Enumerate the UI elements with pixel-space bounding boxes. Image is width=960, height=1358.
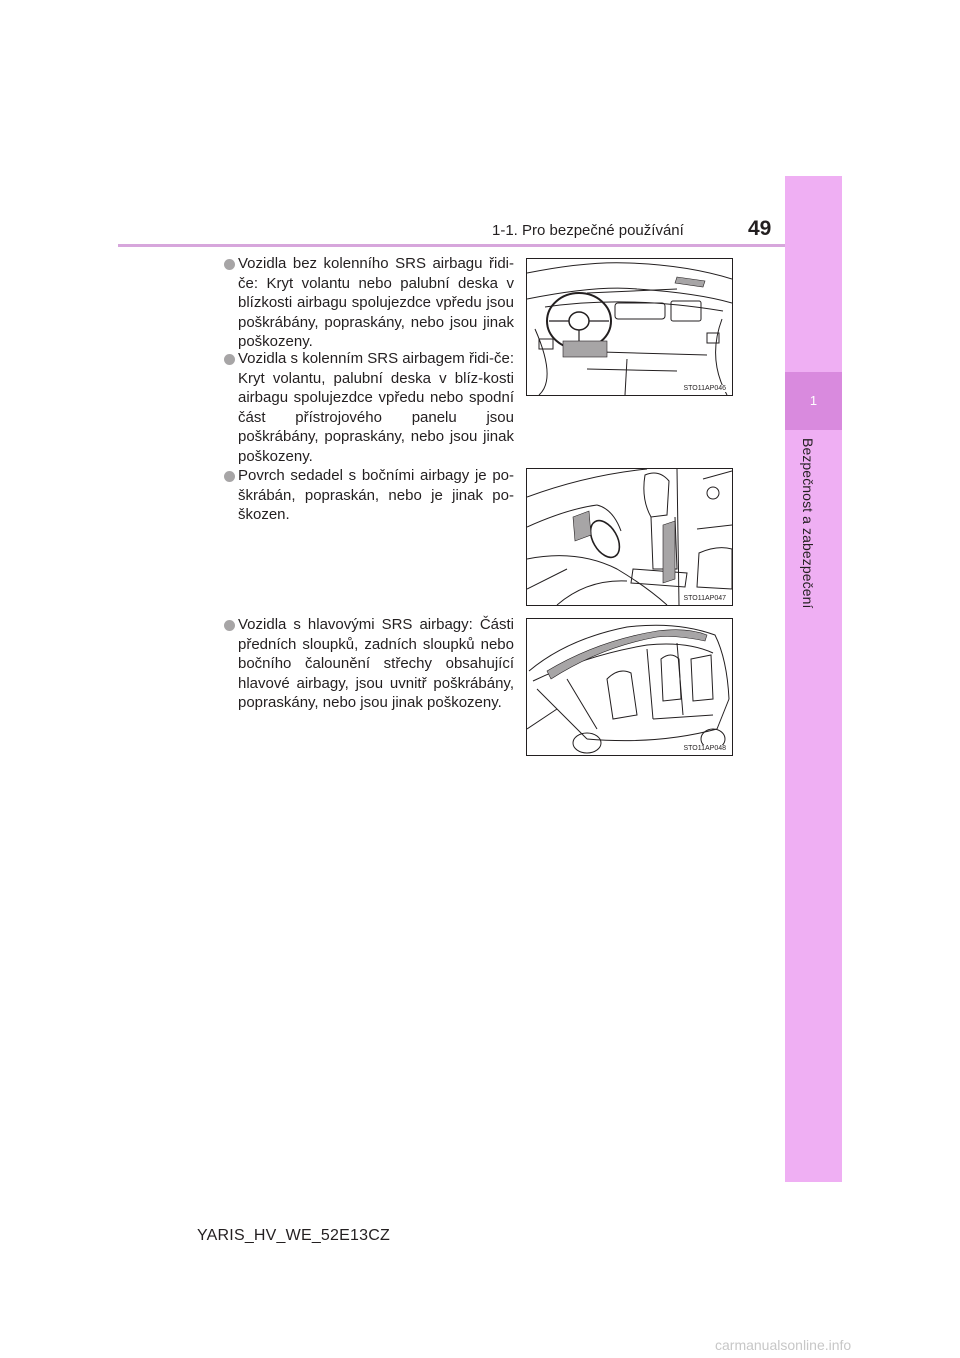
figure-seat-airbag-illustration	[526, 468, 733, 606]
manual-code: YARIS_HV_WE_52E13CZ	[197, 1227, 390, 1244]
bullet-icon	[224, 620, 235, 631]
dashboard-illustration	[527, 259, 732, 395]
bullet-item	[224, 349, 514, 466]
seat-airbag-illustration	[527, 469, 732, 605]
figure-code: STO11AP046	[683, 385, 726, 392]
figure-code: STO11AP047	[683, 595, 726, 602]
bullet-icon	[224, 354, 235, 365]
chapter-number: 1	[809, 393, 818, 408]
bullet-text: Vozidla s kolenním SRS airbagem řidi-če: Kryt volantu, palubní deska v blíz-kosti airbagu spolujezdce vpředu nebo spodní část přístrojového panelu jsou poškrábány, popraskány, nebo jsou jinak poškozeny.	[238, 350, 514, 465]
page-number: 49	[748, 217, 772, 240]
chapter-side-tab	[785, 176, 842, 1182]
bullet-item	[224, 254, 514, 352]
bullet-item	[224, 466, 514, 525]
watermark: carmanualsonline.info	[715, 1337, 852, 1353]
bullet-text: Povrch sedadel s bočními airbagy je po-škrábán, popraskán, nebo je jinak po-škozen.	[238, 467, 514, 523]
bullet-text: Vozidla s hlavovými SRS airbagy: Části předních sloupků, zadních sloupků nebo bočního čalounění střechy obsahující hlavové airbagy, jsou uvnitř poškrábány, popraskány, nebo jsou jinak poškozeny.	[238, 616, 514, 711]
header-rule	[118, 244, 842, 247]
bullet-text: Vozidla bez kolenního SRS airbagu řidi-če: Kryt volantu nebo palubní deska v blízkosti airbagu spolujezdce vpředu jsou poškrábány, popraskány, nebo jsou jinak poškozeny.	[238, 255, 514, 350]
section-title: 1-1. Pro bezpečné používání	[492, 222, 684, 239]
figure-curtain-airbag-illustration	[526, 618, 733, 756]
bullet-icon	[224, 471, 235, 482]
figure-dashboard-illustration	[526, 258, 733, 396]
curtain-airbag-illustration	[527, 619, 732, 755]
figure-code: STO11AP048	[683, 745, 726, 752]
bullet-icon	[224, 259, 235, 270]
chapter-title: Bezpečnost a zabezpečení	[800, 438, 816, 609]
bullet-item	[224, 615, 514, 713]
